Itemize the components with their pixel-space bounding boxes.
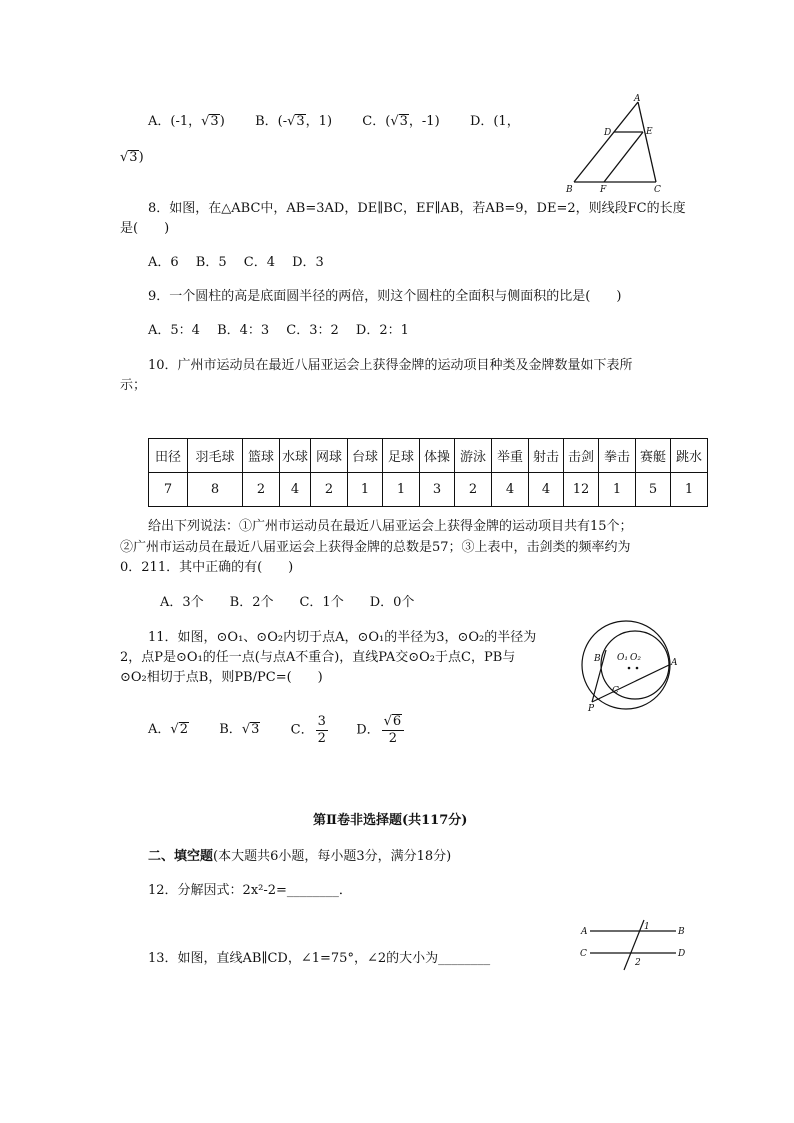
table-value-cell: 5 [636, 473, 671, 507]
label-B: B [678, 927, 685, 937]
medal-table [148, 438, 708, 507]
label-D: D [604, 128, 612, 138]
q10-options: A．3个 B．2个 C．1个 D．0个 [160, 595, 415, 610]
q11-option-a: A．√2 [148, 722, 188, 738]
q8-text-line1: 8．如图，在△ABC中，AB=3AD，DE∥BC，EF∥AB，若AB=9，DE=2，则线段FC的长度 [148, 201, 686, 216]
table-header-cell: 体操 [420, 439, 455, 473]
table-value-row [149, 473, 708, 507]
label-C: C [654, 185, 661, 194]
table-value-cell: 2 [455, 473, 492, 507]
table-header-cell: 水球 [280, 439, 311, 473]
section-heading [148, 845, 451, 864]
table-header-cell: 篮球 [243, 439, 280, 473]
label-B: B [566, 185, 573, 194]
table-value-cell: 4 [280, 473, 311, 507]
q10-text-line2: 示； [120, 378, 147, 393]
table-header-cell: 跳水 [671, 439, 708, 473]
q13-text: 13．如图，直线AB∥CD，∠1=75°，∠2的大小为________ [148, 951, 491, 966]
q11-circles-figure [572, 620, 684, 712]
table-header-cell: 拳击 [599, 439, 636, 473]
table-header-cell: 台球 [348, 439, 383, 473]
q11-option-b: B．√3 [219, 722, 260, 738]
section-head-label: 二、填空题 [148, 849, 214, 864]
label-C: C [580, 949, 587, 959]
q9-text: 9．一个圆柱的高是底面圆半径的两倍，则这个圆柱的全面积与侧面积的比是( ) [148, 289, 622, 304]
table-value-cell: 7 [149, 473, 188, 507]
q7-option-d-continued: √3) [120, 150, 144, 165]
label-O2: O₂ [630, 653, 641, 663]
q7-option-b: B．(-√3，1) [255, 114, 333, 129]
part2-title: 第Ⅱ卷非选择题(共117分) [313, 813, 468, 828]
table-header-cell: 田径 [149, 439, 188, 473]
q10-desc-line2: ②广州市运动员在最近八届亚运会上获得金牌的总数是57；③上表中，击剑类的频率约为 [120, 540, 631, 555]
q8-triangle-figure [562, 92, 672, 194]
q13-parallel-lines-figure [578, 918, 690, 974]
q7-option-a: A．(-1，√3) [148, 114, 225, 129]
label-angle-2: 2 [635, 958, 641, 968]
q11-option-c: C． $\frac{3}{2}$ [290, 714, 326, 746]
q10-text-line1: 10．广州市运动员在最近八届亚运会上获得金牌的运动项目种类及金牌数量如下表所 [148, 358, 633, 373]
q10-desc-line1: 给出下列说法：①广州市运动员在最近八届亚运会上获得金牌的运动项目共有15个； [148, 519, 633, 534]
label-P: P [588, 704, 595, 712]
table-header-row [149, 439, 708, 473]
table-value-cell: 8 [188, 473, 243, 507]
table-value-cell: 1 [671, 473, 708, 507]
table-value-cell: 2 [243, 473, 280, 507]
q10-desc-line3: 0．211．其中正确的有( ) [120, 560, 294, 575]
q11-line2: 2，点P是⊙O₁的任一点(与点A不重合)，直线PA交⊙O₂于点C，PB与 [120, 650, 516, 665]
label-C: C [612, 686, 619, 696]
table-header-cell: 举重 [492, 439, 529, 473]
table-header-cell: 网球 [311, 439, 348, 473]
q8-options: A．6 B．5 C．4 D．3 [148, 255, 324, 270]
label-A: A [634, 94, 641, 104]
q11-line3: ⊙O₂相切于点B，则PB/PC=( ) [120, 670, 323, 685]
q12-text: 12．分解因式：2x²-2=________． [148, 883, 352, 898]
table-header-cell: 赛艇 [636, 439, 671, 473]
q9-options: A．5：4 B．4：3 C．3：2 D．2：1 [148, 323, 409, 338]
label-D: D [678, 949, 686, 959]
table-value-cell: 3 [420, 473, 455, 507]
table-header-cell: 射击 [529, 439, 564, 473]
table-value-cell: 4 [529, 473, 564, 507]
q7-option-c: C．(√3，-1) [362, 114, 440, 129]
q7-option-d: D．(1， [469, 114, 520, 129]
q11-line1: 11．如图，⊙O₁、⊙O₂内切于点A，⊙O₁的半径为3，⊙O₂的半径为 [148, 630, 537, 645]
table-value-cell: 12 [564, 473, 599, 507]
table-value-cell: 4 [492, 473, 529, 507]
table-header-cell: 击剑 [564, 439, 599, 473]
label-A: A [671, 658, 678, 668]
label-E: E [646, 127, 653, 137]
q11-options [148, 714, 406, 746]
label-A: A [581, 927, 588, 937]
q11-option-d: D． $\frac{√6}{2}$ [356, 723, 406, 738]
table-header-cell: 游泳 [455, 439, 492, 473]
table-header-cell: 足球 [383, 439, 420, 473]
q8-text-line2: 是( ) [120, 221, 170, 236]
label-F: F [600, 185, 607, 194]
table-value-cell: 1 [348, 473, 383, 507]
table-header-cell: 羽毛球 [188, 439, 243, 473]
label-B: B [594, 654, 601, 664]
table-value-cell: 1 [599, 473, 636, 507]
label-O1: O₁ [617, 653, 628, 663]
table-value-cell: 2 [311, 473, 348, 507]
table-value-cell: 1 [383, 473, 420, 507]
section-head-note: (本大题共6小题，每小题3分，满分18分) [213, 849, 452, 864]
label-angle-1: 1 [644, 922, 650, 932]
q7-options [148, 110, 520, 129]
